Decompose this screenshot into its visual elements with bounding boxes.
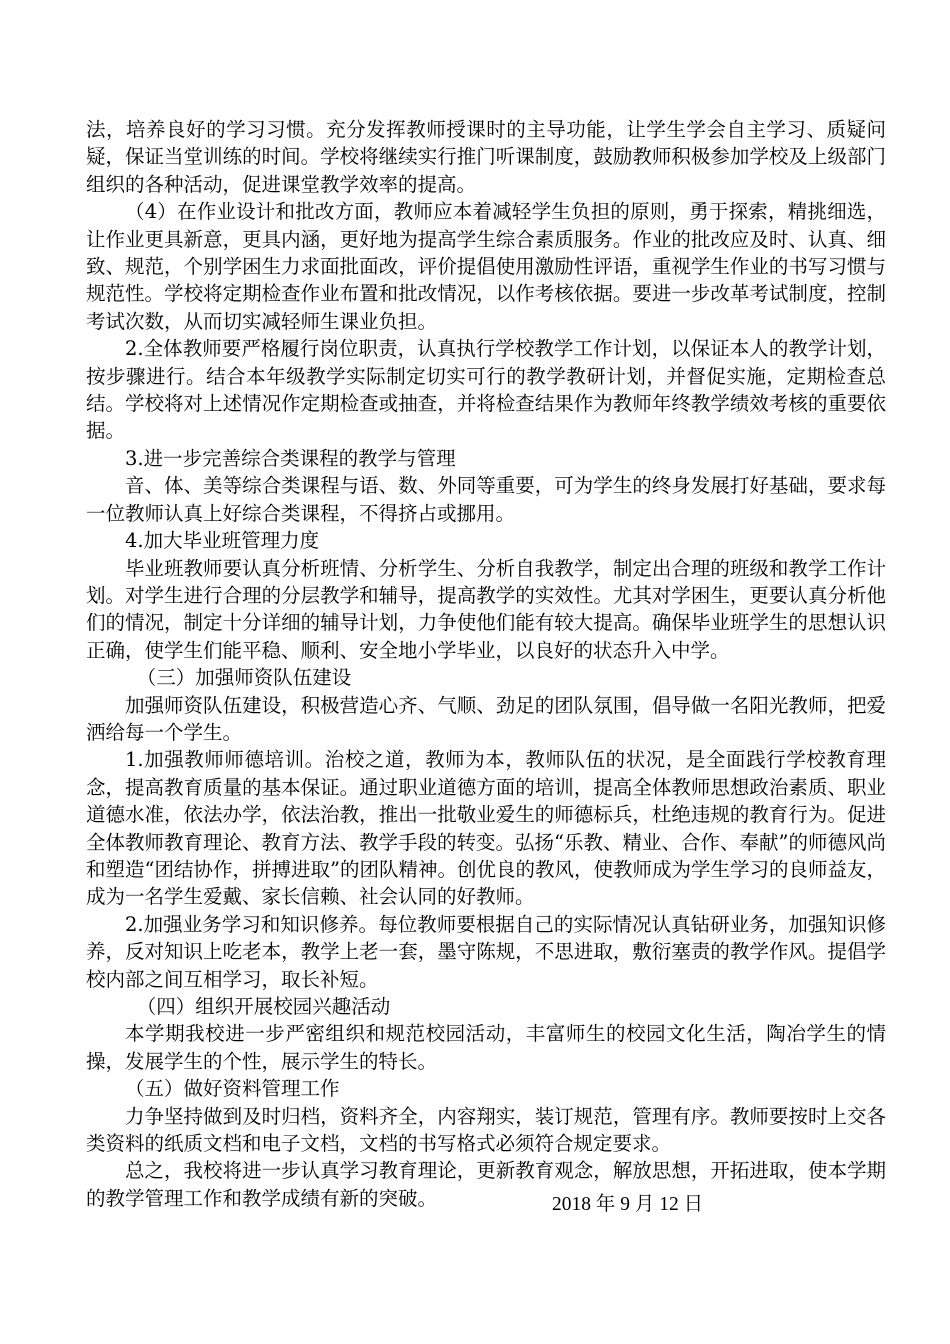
paragraph-integrated-courses: 音、体、美等综合类课程与语、数、外同等重要，可为学生的终身发展打好基础，要求每一位教师认真上好综合类课程，不得挤占或挪用。 <box>86 474 886 525</box>
heading-section-3: （三）加强师资队伍建设 <box>136 666 352 690</box>
heading-section-5: （五）做好资料管理工作 <box>125 1077 340 1101</box>
heading-graduating-class: 4.加大毕业班管理力度 <box>125 529 320 553</box>
paragraph-staff-building: 加强师资队伍建设，积极营造心齐、气顺、劲足的团队氛围，倡导做一名阳光教师，把爱洒给每一个学生。 <box>86 693 886 744</box>
paragraph-records-management: 力争坚持做到及时归档，资料齐全，内容翔实，装订规范，管理有序。教师要按时上交各类资料的纸质文档和电子文档，文档的书写格式必须符合规定要求。 <box>86 1104 886 1156</box>
paragraph-teacher-duties: 2.全体教师要严格履行岗位职责，认真执行学校教学工作计划，以保证本人的教学计划，按步骤进行。结合本年级教学实际制定切实可行的教学教研计划，并督促实施，定期检查总结。学校将对上述情况作定期检查或抽查，并将检查结果作为教师年终教学绩效考核的重要依据。 <box>86 337 886 443</box>
paragraph-homework: （4）在作业设计和批改方面，教师应本着减轻学生负担的原则，勇于探索，精挑细选，让作业更具新意，更具内涵，更好地为提高学生综合素质服务。作业的批改应及时、认真、细致、规范，个别学困生力求面批面改，评价提倡使用激励性评语，重视学生作业的书写习惯与规范性。学校将定期检查作业布置和批改情况，以作考核依据。要进一步改革考试制度，控制考试次数，从而切实减轻师生课业负担。 <box>86 200 886 333</box>
paragraph-graduating-class: 毕业班教师要认真分析班情、分析学生、分析自我教学，制定出合理的班级和教学工作计划。对学生进行合理的分层教学和辅导，提高教学的实效性。尤其对学困生，更要认真分析他们的情况，制定十分详细的辅导计划，力争使他们能有较大提高。确保毕业班学生的思想认识正确，使学生们能平稳、顺利、安全地小学毕业，以良好的状态升入中学。 <box>86 556 886 662</box>
paragraph-conclusion: 总之，我校将进一步认真学习教育理论，更新教育观念，解放思想，开拓进取，使本学期的教学管理工作和教学成绩有新的突破。 <box>86 1159 886 1210</box>
heading-section-4: （四）组织开展校园兴趣活动 <box>136 995 391 1018</box>
document-date: 2018 年 9 月 12 日 <box>552 1194 704 1215</box>
paragraph-continuation: 法，培养良好的学习习惯。充分发挥教师授课时的主导功能，让学生学会自主学习、质疑问疑，保证当堂训练的时间。学校将继续实行推门听课制度，鼓励教师积极参加学校及上级部门组织的各种活动，促进课堂教学效率的提高。 <box>86 118 886 196</box>
paragraph-campus-activities: 本学期我校进一步严密组织和规范校园活动，丰富师生的校园文化生活，陶冶学生的情操，发展学生的个性，展示学生的特长。 <box>86 1022 886 1073</box>
heading-integrated-courses: 3.进一步完善综合类课程的教学与管理 <box>125 446 456 470</box>
document-body <box>86 116 886 1212</box>
paragraph-professional-study: 2.加强业务学习和知识修养。每位教师要根据自己的实际情况认真钻研业务，加强知识修养，反对知识上吃老本，教学上老一套，墨守陈规，不思进取，敷衍塞责的教学作风。提倡学校内部之间互相学习，取长补短。 <box>86 912 886 991</box>
paragraph-ethics-training: 1.加强教师师德培训。治校之道，教师为本，教师队伍的状况，是全面践行学校教育理念，提高教育质量的基本保证。通过职业道德方面的培训，提高全体教师思想政治素质、职业道德水准，依法办学，依法治教，推出一批敬业爱生的师德标兵，杜绝违规的教育行为。促进全体教师教育理论、教育方法、教学手段的转变。弘扬“乐教、精业、合作、奉献”的师德风尚和塑造“团结协作，拼搏进取”的团队精神。创优良的教风，使教师成为学生学习的良师益友，成为一名学生爱戴、家长信赖、社会认同的好教师。 <box>86 748 886 909</box>
